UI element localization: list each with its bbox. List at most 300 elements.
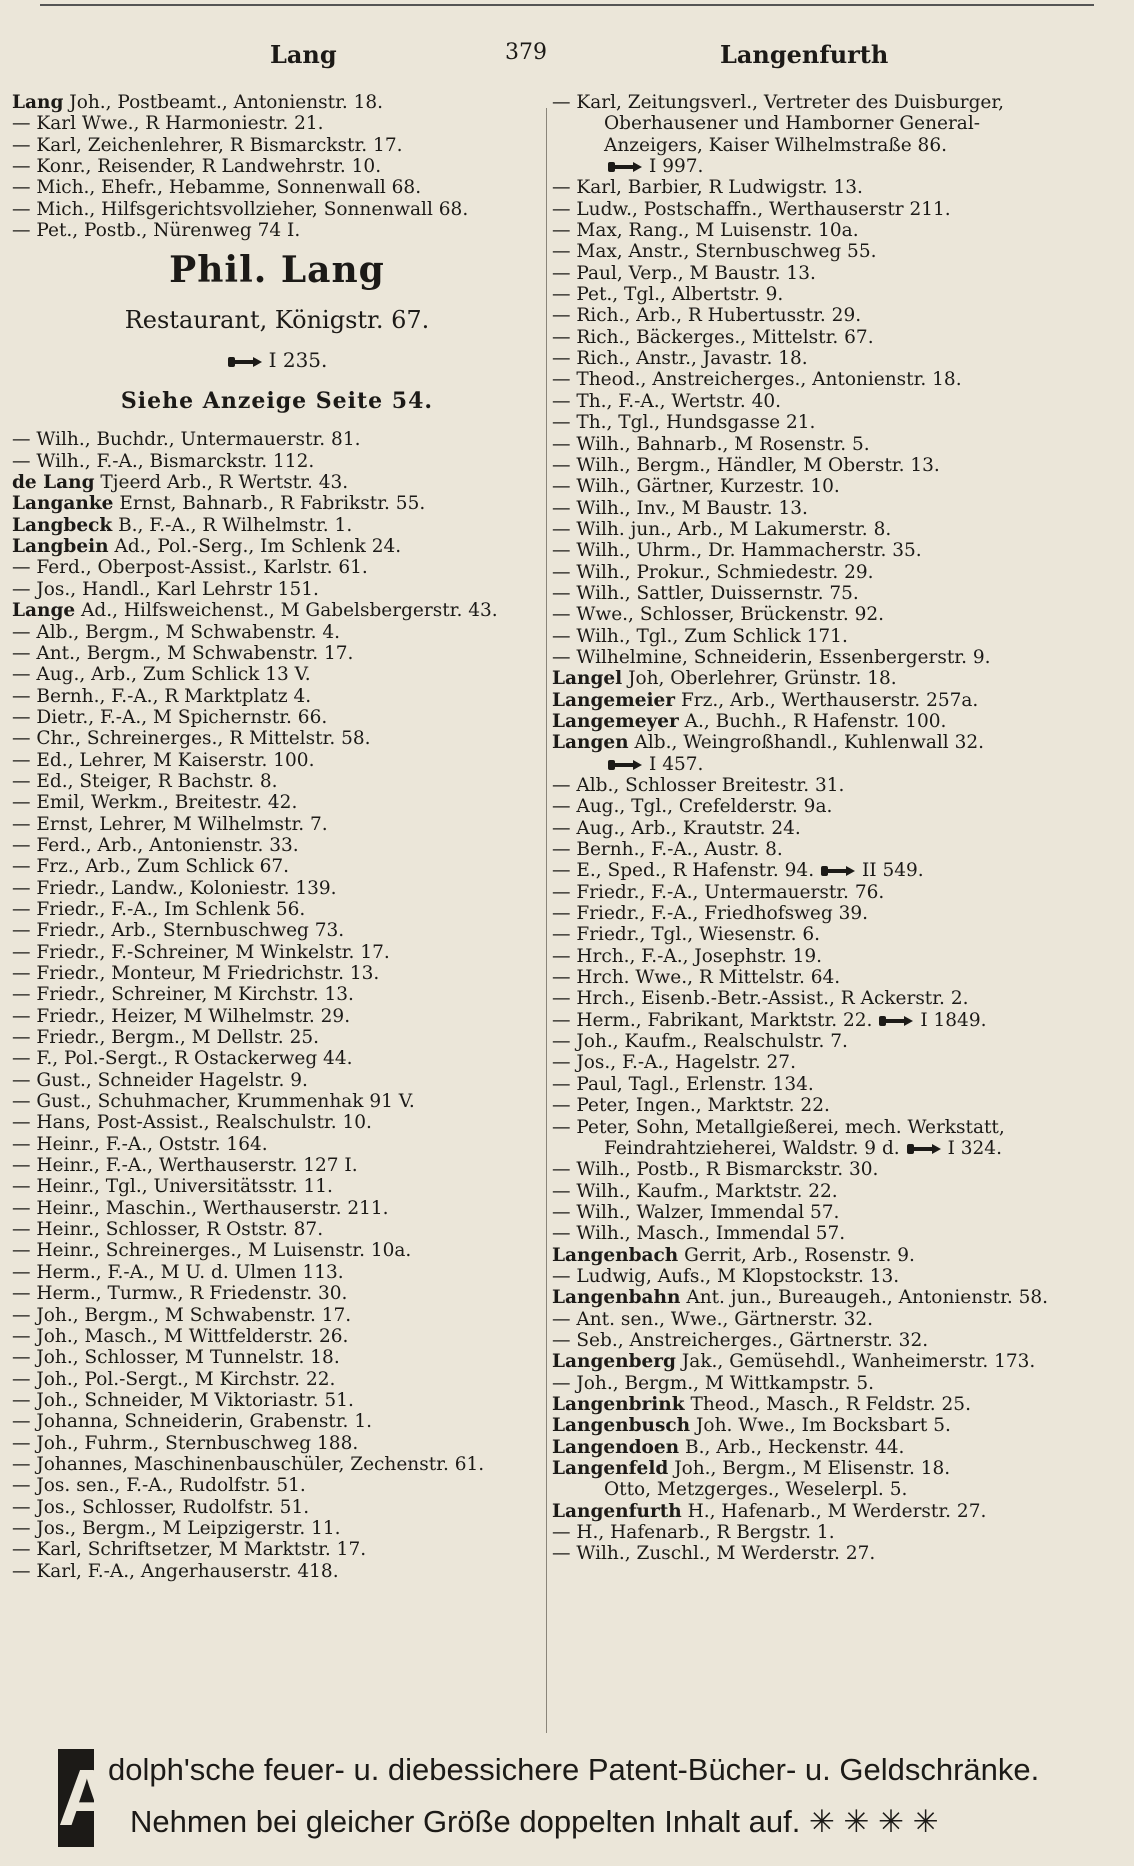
- directory-entry: [12, 1091, 542, 1112]
- directory-entry: [12, 1048, 542, 1069]
- header-right-keyword: Langenfurth: [720, 40, 889, 69]
- directory-entry: [552, 1394, 1122, 1415]
- directory-entry: [552, 1479, 1122, 1500]
- entry-surname: Langenbahn: [552, 1287, 681, 1309]
- entry-surname: Langemeier: [552, 689, 676, 711]
- entry-text: — Friedr., F.-A., Im Schlenk 56.: [12, 898, 306, 920]
- directory-entry: [552, 263, 1122, 284]
- entry-text: — Friedr., Arb., Sternbuschweg 73.: [12, 920, 345, 942]
- directory-entry: [552, 177, 1122, 198]
- directory-entry: [552, 1202, 1122, 1223]
- directory-entry: [12, 177, 542, 198]
- telephone-icon: [607, 161, 643, 173]
- directory-entry: [552, 1010, 1122, 1031]
- directory-entry: [552, 1437, 1122, 1458]
- entry-surname: de Lang: [12, 472, 95, 494]
- directory-entry: [12, 1219, 542, 1240]
- directory-entry: [12, 1326, 542, 1347]
- directory-entry: [12, 899, 542, 920]
- entry-text: — Bernh., F.-A., Austr. 8.: [552, 839, 783, 861]
- telephone-icon: [878, 1015, 914, 1027]
- entry-text: — Heinr., F.-A., Werthauserstr. 127 I.: [12, 1155, 358, 1177]
- directory-entry: [552, 626, 1122, 647]
- directory-entry: [12, 1390, 542, 1411]
- ad-note: Siehe Anzeige Seite 54.: [120, 388, 434, 415]
- directory-entry: [12, 920, 542, 941]
- right-entries: [552, 92, 1122, 1565]
- entry-text: — Wilh., Gärtner, Kurzestr. 10.: [552, 476, 840, 498]
- directory-entry: [12, 557, 542, 578]
- directory-entry: [12, 220, 542, 241]
- entry-text: — Friedr., F.-A., Friedhofsweg 39.: [552, 903, 869, 925]
- ad-subtitle: Restaurant, Königstr. 67.: [124, 306, 430, 335]
- directory-entry: [12, 643, 542, 664]
- ad-phone: [12, 341, 542, 379]
- directory-entry: [552, 775, 1122, 796]
- directory-entry: [12, 728, 542, 749]
- entry-text: Tjeerd Arb., R Wertstr. 43.: [100, 472, 349, 494]
- directory-entry: [552, 1074, 1122, 1095]
- directory-entry: [552, 135, 1122, 156]
- entry-text: Oberhausener und Hamborner General-: [604, 113, 980, 135]
- entry-text: — Wilh., Bergm., Händler, M Oberstr. 13.: [552, 454, 940, 476]
- entry-surname: Langbeck: [12, 514, 113, 536]
- entry-surname: Langemeyer: [552, 710, 679, 732]
- directory-entry: [552, 647, 1122, 668]
- entry-text: Anzeigers, Kaiser Wilhelmstraße 86.: [604, 134, 947, 156]
- directory-entry: [552, 1223, 1122, 1244]
- directory-entry: [552, 199, 1122, 220]
- directory-entry: [12, 1539, 542, 1560]
- entry-text: Ad., Pol.-Serg., Im Schlenk 24.: [114, 536, 402, 558]
- directory-entry: [12, 1411, 542, 1432]
- directory-entry: [552, 348, 1122, 369]
- entry-text: — Rich., Anstr., Javastr. 18.: [552, 348, 808, 370]
- directory-entry: [552, 1138, 1122, 1159]
- entry-text: Frz., Arb., Werthauserstr. 257a.: [680, 689, 979, 711]
- entry-text: — Wilh., F.-A., Bismarckstr. 112.: [12, 450, 315, 472]
- telephone-icon: [820, 865, 856, 877]
- directory-entry: [552, 1351, 1122, 1372]
- entry-surname: Langanke: [12, 493, 114, 515]
- directory-entry: [12, 1176, 542, 1197]
- directory-entry: [12, 92, 542, 113]
- directory-entry: [552, 1543, 1122, 1564]
- entry-text: — Wilh., Postb., R Bismarckstr. 30.: [552, 1159, 879, 1181]
- directory-entry: [552, 818, 1122, 839]
- entry-text: — Johanna, Schneiderin, Grabenstr. 1.: [12, 1411, 372, 1433]
- directory-entry: [552, 1095, 1122, 1116]
- entry-text: — H., Hafenarb., R Bergstr. 1.: [552, 1522, 835, 1544]
- entry-text: — Friedr., F.-Schreiner, M Winkelstr. 17.: [12, 941, 390, 963]
- column-divider: [546, 108, 547, 1733]
- directory-entry: [12, 156, 542, 177]
- directory-entry: [12, 1112, 542, 1133]
- entry-text: — Herm., Turmw., R Friedenstr. 30.: [12, 1283, 348, 1305]
- directory-entry: [552, 1309, 1122, 1330]
- directory-entry: [552, 1415, 1122, 1436]
- entry-surname: Langel: [552, 668, 623, 690]
- directory-entry: [12, 1347, 542, 1368]
- entry-text: — Friedr., Heizer, M Wilhelmstr. 29.: [12, 1005, 351, 1027]
- directory-entry: [12, 1497, 542, 1518]
- entry-text: A., Buchh., R Hafenstr. 100.: [684, 710, 947, 732]
- directory-entry: [12, 942, 542, 963]
- directory-entry: [12, 1475, 542, 1496]
- entry-surname: Langendoen: [552, 1436, 680, 1458]
- directory-entry: [552, 1031, 1122, 1052]
- entry-text: — Heinr., Schlosser, R Oststr. 87.: [12, 1219, 324, 1241]
- directory-entry: [12, 113, 542, 134]
- directory-entry: [552, 1117, 1122, 1138]
- directory-entry: [552, 839, 1122, 860]
- directory-entry: [12, 493, 542, 514]
- entry-text: — Herm., F.-A., M U. d. Ulmen 113.: [12, 1261, 344, 1283]
- directory-entry: [12, 600, 542, 621]
- directory-entry: [12, 707, 542, 728]
- ad-phone-number: I 235.: [268, 348, 328, 373]
- entry-text: — Alb., Bergm., M Schwabenstr. 4.: [12, 621, 341, 643]
- directory-entry: [552, 412, 1122, 433]
- directory-entry: [552, 1052, 1122, 1073]
- directory-entry: [12, 1155, 542, 1176]
- entry-text: — Friedr., F.-A., Untermauerstr. 76.: [552, 881, 885, 903]
- entry-text: — Karl, F.-A., Angerhauserstr. 418.: [12, 1560, 339, 1582]
- left-entries-top: [12, 92, 542, 241]
- entry-text: Feindrahtzieherei, Waldstr. 9 d.: [604, 1137, 900, 1159]
- directory-entry: [552, 711, 1122, 732]
- directory-entry: [12, 1240, 542, 1261]
- directory-entry: [552, 1287, 1122, 1308]
- entry-text: — Max, Rang., M Luisenstr. 10a.: [552, 220, 859, 242]
- directory-entry: [12, 1561, 542, 1582]
- entry-text: — Gust., Schneider Hagelstr. 9.: [12, 1069, 308, 1091]
- entry-text: — Bernh., F.-A., R Marktplatz 4.: [12, 685, 312, 707]
- directory-entry: [12, 1433, 542, 1454]
- directory-entry: [12, 429, 542, 450]
- entry-text: — Wilh., Tgl., Zum Schlick 171.: [552, 625, 848, 647]
- entry-text: — Konr., Reisender, R Landwehrstr. 10.: [12, 156, 382, 178]
- entry-text: — Wilh., Walzer, Immendal 57.: [552, 1201, 840, 1223]
- directory-entry: [552, 1501, 1122, 1522]
- directory-entry: [12, 984, 542, 1005]
- entry-text: — Heinr., Schreinerges., M Luisenstr. 10a.: [12, 1240, 412, 1262]
- footer-line-1: dolph'sche feuer- u. diebessichere Patent-Bücher- u. Geldschränke.: [108, 1752, 1040, 1787]
- entry-text: — Friedr., Schreiner, M Kirchstr. 13.: [12, 984, 354, 1006]
- entry-text: — Th., F.-A., Wertstr. 40.: [552, 390, 782, 412]
- directory-entry: [12, 878, 542, 899]
- entry-text: — Ant. sen., Wwe., Gärtnerstr. 32.: [552, 1308, 874, 1330]
- entry-text: — Heinr., Maschin., Werthauserstr. 211.: [12, 1197, 389, 1219]
- left-entries-bottom: [12, 429, 542, 1582]
- page-number: 379: [505, 40, 547, 65]
- entry-text: Joh., Bergm., M Elisenstr. 18.: [674, 1458, 951, 1479]
- entry-text: — Hans, Post-Assist., Realschulstr. 10.: [12, 1112, 372, 1134]
- directory-entry: [12, 1070, 542, 1091]
- directory-entry: [12, 1518, 542, 1539]
- directory-entry: [552, 156, 1122, 177]
- directory-entry: [552, 241, 1122, 262]
- directory-entry: [12, 1198, 542, 1219]
- directory-entry: [552, 1330, 1122, 1351]
- directory-entry: [552, 882, 1122, 903]
- entry-text: — Pet., Postb., Nürenweg 74 I.: [12, 220, 301, 242]
- entry-text: — Emil, Werkm., Breitestr. 42.: [12, 792, 298, 814]
- directory-entry: [12, 814, 542, 835]
- entry-text: — Aug., Arb., Zum Schlick 13 V.: [12, 664, 311, 686]
- entry-text: — Jos., F.-A., Hagelstr. 27.: [552, 1052, 796, 1074]
- directory-entry: [552, 519, 1122, 540]
- entry-text: — Ed., Lehrer, M Kaiserstr. 100.: [12, 749, 315, 771]
- entry-text: Ernst, Bahnarb., R Fabrikstr. 55.: [119, 493, 426, 515]
- entry-text: Theod., Masch., R Feldstr. 25.: [690, 1393, 971, 1415]
- entry-surname: Lang: [12, 92, 64, 113]
- entry-text: — Wilh., Kaufm., Marktstr. 22.: [552, 1180, 838, 1202]
- directory-entry: [552, 540, 1122, 561]
- entry-text: — Seb., Anstreicherges., Gärtnerstr. 32.: [552, 1329, 929, 1351]
- directory-entry: [12, 771, 542, 792]
- directory-entry: [12, 1027, 542, 1048]
- directory-entry: [552, 498, 1122, 519]
- header-left-keyword: Lang: [270, 40, 337, 69]
- entry-phone-number: I 324.: [947, 1137, 1002, 1159]
- entry-text: — Wilh. jun., Arb., M Lakumerstr. 8.: [552, 518, 892, 540]
- entry-text: — Ludw., Postschaffn., Werthauserstr 211.: [552, 198, 951, 220]
- entry-text: Alb., Weingroßhandl., Kuhlenwall 32.: [634, 732, 985, 754]
- entry-text: — Wilhelmine, Schneiderin, Essenbergerstr. 9.: [552, 646, 991, 668]
- entry-text: — Hrch., Eisenb.-Betr.-Assist., R Ackerstr. 2.: [552, 988, 969, 1010]
- directory-entry: [552, 1181, 1122, 1202]
- directory-entry: [552, 220, 1122, 241]
- directory-entry: [12, 1369, 542, 1390]
- directory-entry: [552, 903, 1122, 924]
- entry-phone-number: I 1849.: [920, 1009, 987, 1031]
- entry-text: — Jos., Bergm., M Leipzigerstr. 11.: [12, 1517, 341, 1539]
- entry-text: B., F.-A., R Wilhelmstr. 1.: [118, 514, 353, 536]
- entry-text: — Joh., Pol.-Sergt., M Kirchstr. 22.: [12, 1368, 336, 1390]
- entry-text: — Heinr., Tgl., Universitätsstr. 11.: [12, 1176, 333, 1198]
- directory-entry: [552, 1266, 1122, 1287]
- entry-text: — Friedr., Landw., Koloniestr. 139.: [12, 877, 337, 899]
- directory-entry: [552, 1458, 1122, 1479]
- footer-line-2: Nehmen bei gleicher Größe doppelten Inhalt auf. ✳ ✳ ✳ ✳: [130, 1804, 939, 1839]
- directory-entry: [552, 1245, 1122, 1266]
- directory-entry: [552, 434, 1122, 455]
- entry-text: — Jos., Schlosser, Rudolfstr. 51.: [12, 1496, 310, 1518]
- entry-surname: Langenfeld: [552, 1458, 669, 1479]
- entry-text: — Hrch., F.-A., Josephstr. 19.: [552, 945, 823, 967]
- entry-surname: Langenbusch: [552, 1415, 691, 1437]
- entry-text: — Th., Tgl., Hundsgasse 21.: [552, 412, 816, 434]
- entry-text: — Wilh., Buchdr., Untermauerstr. 81.: [12, 429, 361, 451]
- directory-entry: [12, 451, 542, 472]
- directory-entry: [552, 305, 1122, 326]
- entry-text: Gerrit, Arb., Rosenstr. 9.: [684, 1244, 915, 1266]
- directory-entry: [552, 732, 1122, 753]
- right-column: [552, 92, 1122, 1565]
- entry-text: Jak., Gemüsehdl., Wanheimerstr. 173.: [681, 1351, 1036, 1373]
- entry-text: — Pet., Tgl., Albertstr. 9.: [552, 284, 784, 306]
- entry-surname: Lange: [12, 600, 76, 622]
- entry-text: — Paul, Tagl., Erlenstr. 134.: [552, 1073, 814, 1095]
- directory-entry: [12, 686, 542, 707]
- entry-text: I 997.: [649, 156, 704, 178]
- advertisement-phil-lang: [12, 241, 542, 429]
- directory-entry: [12, 750, 542, 771]
- entry-text: — Joh., Bergm., M Schwabenstr. 17.: [12, 1304, 352, 1326]
- directory-entry: [552, 690, 1122, 711]
- entry-text: — Joh., Kaufm., Realschulstr. 7.: [552, 1031, 848, 1053]
- telephone-icon: [227, 356, 263, 368]
- entry-text: — Jos. sen., F.-A., Rudolfstr. 51.: [12, 1475, 306, 1497]
- directory-entry: [12, 835, 542, 856]
- entry-text: — Karl Wwe., R Harmoniestr. 21.: [12, 113, 324, 135]
- telephone-icon: [607, 759, 643, 771]
- entry-surname: Langenbrink: [552, 1393, 685, 1415]
- entry-text: — Wilh., Sattler, Duissernstr. 75.: [552, 582, 859, 604]
- entry-text: — Joh., Schlosser, M Tunnelstr. 18.: [12, 1347, 340, 1369]
- entry-text: — Peter, Ingen., Marktstr. 22.: [552, 1095, 830, 1117]
- entry-text: — Theod., Anstreicherges., Antonienstr. 18.: [552, 369, 962, 391]
- directory-entry: [12, 515, 542, 536]
- directory-entry: [12, 1262, 542, 1283]
- entry-text: — Karl, Zeitungsverl., Vertreter des Duisburger,: [552, 92, 1005, 113]
- entry-text: — Friedr., Monteur, M Friedrichstr. 13.: [12, 963, 380, 984]
- entry-text: — Frz., Arb., Zum Schlick 67.: [12, 856, 289, 878]
- entry-text: — Friedr., Tgl., Wiesenstr. 6.: [552, 924, 821, 946]
- directory-entry: [552, 455, 1122, 476]
- entry-text: — Ant., Bergm., M Schwabenstr. 17.: [12, 642, 354, 664]
- directory-entry: [552, 562, 1122, 583]
- telephone-icon: [906, 1143, 942, 1155]
- page-header: [0, 40, 1134, 80]
- directory-entry: [552, 988, 1122, 1009]
- directory-entry: [552, 668, 1122, 689]
- directory-entry: [12, 1283, 542, 1304]
- entry-text: — Ferd., Arb., Antonienstr. 33.: [12, 834, 299, 856]
- entry-text: — Karl, Schriftsetzer, M Marktstr. 17.: [12, 1539, 367, 1561]
- entry-text: — Gust., Schuhmacher, Krummenhak 91 V.: [12, 1091, 415, 1113]
- entry-text: Otto, Metzgerges., Weselerpl. 5.: [604, 1479, 908, 1501]
- entry-surname: Langenberg: [552, 1351, 676, 1373]
- entry-phone-number: II 549.: [861, 860, 924, 882]
- entry-text: — F., Pol.-Sergt., R Ostackerweg 44.: [12, 1048, 353, 1070]
- entry-surname: Langen: [552, 732, 629, 754]
- entry-text: Ant. jun., Bureaugeh., Antonienstr. 58.: [686, 1287, 1049, 1309]
- directory-entry: [552, 967, 1122, 988]
- entry-text: — Wilh., Prokur., Schmiedestr. 29.: [552, 561, 874, 583]
- directory-entry: [552, 1373, 1122, 1394]
- directory-entry: [552, 284, 1122, 305]
- footer-advertisement: [58, 1745, 1038, 1853]
- entry-text: — Ludwig, Aufs., M Klopstockstr. 13.: [552, 1265, 900, 1287]
- entry-text: — Herm., Fabrikant, Marktstr. 22.: [552, 1009, 873, 1031]
- footer-initial: A: [58, 1749, 94, 1847]
- entry-text: — Joh., Bergm., M Wittkampstr. 5.: [552, 1372, 874, 1394]
- directory-entry: [12, 1006, 542, 1027]
- directory-entry: [552, 327, 1122, 348]
- entry-text: — Alb., Schlosser Breitestr. 31.: [552, 775, 845, 796]
- entry-text: — Mich., Hilfsgerichtsvollzieher, Sonnenwall 68.: [12, 198, 469, 220]
- entry-text: — Wilh., Bahnarb., M Rosenstr. 5.: [552, 433, 870, 455]
- directory-entry: [12, 963, 542, 984]
- entry-text: — Wilh., Uhrm., Dr. Hammacherstr. 35.: [552, 540, 922, 562]
- directory-entry: [552, 583, 1122, 604]
- directory-entry: [552, 1522, 1122, 1543]
- entry-text: — Aug., Tgl., Crefelderstr. 9a.: [552, 796, 833, 818]
- entry-text: — Johannes, Maschinenbauschüler, Zechenstr. 61.: [12, 1453, 485, 1475]
- directory-entry: [12, 622, 542, 643]
- entry-surname: Langbein: [12, 536, 109, 558]
- directory-entry: [12, 579, 542, 600]
- directory-entry: [552, 860, 1122, 881]
- entry-text: — Aug., Arb., Krautstr. 24.: [552, 817, 801, 839]
- directory-entry: [552, 754, 1122, 775]
- entry-text: — Joh., Fuhrm., Sternbuschweg 188.: [12, 1432, 359, 1454]
- entry-text: — Wilh., Zuschl., M Werderstr. 27.: [552, 1543, 876, 1565]
- entry-text: Joh, Oberlehrer, Grünstr. 18.: [628, 668, 897, 690]
- entry-text: — Heinr., F.-A., Oststr. 164.: [12, 1133, 268, 1155]
- directory-entry: [12, 792, 542, 813]
- directory-entry: [552, 604, 1122, 625]
- directory-entry: [552, 391, 1122, 412]
- directory-entry: [552, 946, 1122, 967]
- entry-text: — Hrch. Wwe., R Mittelstr. 64.: [552, 967, 841, 989]
- entry-text: — E., Sped., R Hafenstr. 94.: [552, 860, 815, 882]
- entry-text: — Joh., Masch., M Wittfelderstr. 26.: [12, 1325, 349, 1347]
- directory-entry: [552, 113, 1122, 134]
- entry-text: — Ferd., Oberpost-Assist., Karlstr. 61.: [12, 557, 368, 579]
- entry-surname: Langenbach: [552, 1244, 679, 1266]
- directory-entry: [552, 369, 1122, 390]
- entry-text: — Jos., Handl., Karl Lehrstr 151.: [12, 578, 319, 600]
- directory-entry: [552, 924, 1122, 945]
- entry-text: — Rich., Bäckerges., Mittelstr. 67.: [552, 326, 874, 348]
- entry-text: Joh. Wwe., Im Bocksbart 5.: [696, 1415, 951, 1437]
- entry-surname: Langenfurth: [552, 1500, 682, 1522]
- directory-entry: [552, 92, 1122, 113]
- entry-text: — Paul, Verp., M Baustr. 13.: [552, 262, 816, 284]
- directory-entry: [12, 536, 542, 557]
- entry-text: — Ed., Steiger, R Bachstr. 8.: [12, 770, 278, 792]
- entry-text: — Karl, Barbier, R Ludwigstr. 13.: [552, 177, 863, 199]
- entry-text: — Max, Anstr., Sternbuschweg 55.: [552, 241, 877, 263]
- directory-entry: [12, 1134, 542, 1155]
- directory-entry: [12, 856, 542, 877]
- directory-entry: [12, 199, 542, 220]
- directory-entry: [552, 476, 1122, 497]
- entry-text: — Wilh., Inv., M Baustr. 13.: [552, 497, 808, 519]
- directory-entry: [12, 472, 542, 493]
- entry-text: — Dietr., F.-A., M Spichernstr. 66.: [12, 706, 328, 728]
- ad-title: Phil. Lang: [169, 249, 385, 292]
- entry-text: — Mich., Ehefr., Hebamme, Sonnenwall 68.: [12, 177, 422, 199]
- directory-entry: [552, 796, 1122, 817]
- entry-text: — Peter, Sohn, Metallgießerei, mech. Werkstatt,: [552, 1116, 1005, 1138]
- entry-text: — Friedr., Bergm., M Dellstr. 25.: [12, 1027, 319, 1049]
- left-column: [12, 92, 542, 1582]
- entry-text: — Wwe., Schlosser, Brückenstr. 92.: [552, 604, 885, 626]
- entry-text: — Ernst, Lehrer, M Wilhelmstr. 7.: [12, 813, 328, 835]
- entry-text: — Rich., Arb., R Hubertusstr. 29.: [552, 305, 862, 327]
- entry-text: Joh., Postbeamt., Antonienstr. 18.: [69, 92, 384, 113]
- entry-text: — Chr., Schreinerges., R Mittelstr. 58.: [12, 728, 371, 750]
- top-rule: [40, 4, 1094, 6]
- entry-text: — Joh., Schneider, M Viktoriastr. 51.: [12, 1389, 354, 1411]
- directory-entry: [12, 664, 542, 685]
- entry-text: — Wilh., Masch., Immendal 57.: [552, 1223, 846, 1245]
- directory-entry: [552, 1159, 1122, 1180]
